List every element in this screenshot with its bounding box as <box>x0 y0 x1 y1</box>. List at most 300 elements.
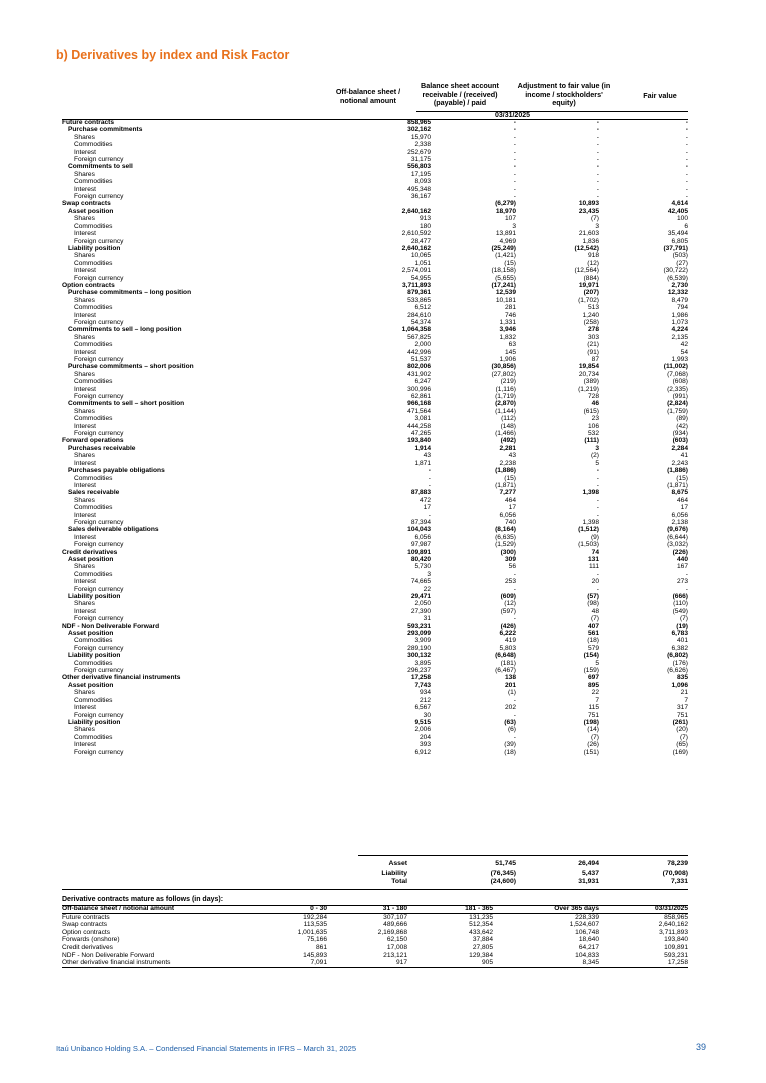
cell-2: 56 <box>508 563 516 571</box>
cell-2: (426) <box>500 622 516 630</box>
row-label: Asset position <box>68 630 114 638</box>
maturity-cell: Future contracts <box>62 913 110 921</box>
maturity-cell: 858,965 <box>664 913 688 921</box>
cell-3: - <box>596 585 599 593</box>
cell-1: 97,987 <box>410 541 431 549</box>
table-row <box>62 334 688 341</box>
row-label: Interest <box>74 422 96 430</box>
cell-1: 2,574,091 <box>401 267 431 275</box>
maturity-row <box>62 959 688 967</box>
row-label: Commodities <box>74 341 113 349</box>
maturity-cell: Forwards (onshore) <box>62 936 120 944</box>
cell-2: 1,832 <box>499 333 516 341</box>
row-label: Commodities <box>74 378 113 386</box>
cell-1: 15,970 <box>410 133 431 141</box>
cell-2: - <box>513 570 516 578</box>
cell-1: 193,840 <box>407 437 431 445</box>
cell-1: 3,711,893 <box>402 281 431 289</box>
maturity-row <box>62 952 688 960</box>
cell-3: (258) <box>583 318 599 326</box>
cell-1: 567,825 <box>407 333 431 341</box>
cell-3: 751 <box>587 711 599 719</box>
row-label: Foreign currency <box>74 156 124 164</box>
cell-1: 289,190 <box>407 644 431 652</box>
cell-2: - <box>513 585 516 593</box>
cell-3: 513 <box>587 304 599 312</box>
cell-4: (2,335) <box>667 385 688 393</box>
row-label: Commodities <box>74 474 113 482</box>
table-row <box>62 586 688 593</box>
row-label: Foreign currency <box>74 518 124 526</box>
row-label: Interest <box>74 481 96 489</box>
cell-4: - <box>685 119 688 126</box>
cell-2: - <box>513 156 516 164</box>
cell-4: (176) <box>672 659 688 667</box>
cell-1: 533,865 <box>407 296 431 304</box>
cell-2: - <box>513 163 516 171</box>
cell-2: 63 <box>508 341 516 349</box>
cell-1: 6,567 <box>414 704 431 712</box>
maturity-cell: 75,166 <box>306 936 327 944</box>
row-label: Commodities <box>74 570 113 578</box>
cell-2: - <box>513 126 516 134</box>
cell-3: 561 <box>587 630 599 638</box>
cell-3: 3 <box>595 444 599 452</box>
cell-4: (42) <box>676 422 688 430</box>
cell-2: (27,802) <box>491 370 516 378</box>
table-row <box>62 549 688 556</box>
table-row <box>62 260 688 267</box>
cell-2: - <box>513 733 516 741</box>
table-row <box>62 615 688 622</box>
cell-4: (27) <box>676 259 688 267</box>
total-row <box>62 870 688 878</box>
cell-3: (7) <box>590 215 599 223</box>
total-cell-1: (24,600) <box>490 878 516 885</box>
cell-1: 5,730 <box>414 563 431 571</box>
cell-1: 62,861 <box>410 393 431 401</box>
cell-4: 8,675 <box>671 489 688 497</box>
cell-2: (6,635) <box>495 533 516 541</box>
cell-2: (15) <box>504 259 516 267</box>
cell-4: (9,676) <box>667 526 688 534</box>
row-label: Sales receivable <box>68 489 120 497</box>
cell-1: 393 <box>419 741 431 749</box>
cell-4: 8,479 <box>671 296 688 304</box>
cell-4: (30,722) <box>663 267 688 275</box>
cell-2: (6,648) <box>495 652 516 660</box>
maturity-cell: 861 <box>315 943 327 951</box>
row-label: Asset position <box>68 555 114 563</box>
header-fair-value-adjustment: Adjustment to fair value (in income / stockholders' equity) <box>517 81 611 107</box>
cell-4: 1,986 <box>671 311 688 319</box>
cell-2: 145 <box>504 348 516 356</box>
row-label: Commodities <box>74 304 113 312</box>
cell-4: (19) <box>676 622 688 630</box>
maturity-cell: 62,150 <box>386 936 407 944</box>
cell-1: 252,679 <box>407 148 431 156</box>
maturity-table <box>62 905 688 968</box>
row-label: Shares <box>74 600 95 608</box>
total-cell-2: 26,494 <box>578 860 599 867</box>
cell-2: 107 <box>504 215 516 223</box>
cell-3: 728 <box>587 393 599 401</box>
cell-4: - <box>685 585 688 593</box>
table-row <box>62 563 688 570</box>
cell-4: 6,783 <box>671 630 688 638</box>
maturity-cell: 1,524,607 <box>569 921 599 929</box>
cell-3: - <box>596 504 599 512</box>
cell-2: 6,222 <box>499 630 516 638</box>
cell-3: 87 <box>591 356 599 363</box>
cell-3: (2) <box>590 452 599 460</box>
cell-1: 2,640,162 <box>401 207 431 215</box>
cell-1: 1,871 <box>414 459 431 467</box>
cell-4: 2,284 <box>671 444 688 452</box>
total-row <box>62 860 688 868</box>
row-label: Shares <box>74 170 95 178</box>
cell-1: 471,564 <box>407 407 431 415</box>
table-row <box>62 238 688 245</box>
cell-2: (30,856) <box>491 363 516 371</box>
row-label: Commodities <box>74 696 113 704</box>
cell-4: - <box>685 193 688 201</box>
cell-2: - <box>513 141 516 149</box>
footer-text: Itaú Unibanco Holding S.A. – Condensed Financial Statements in IFRS – March 31, 2025 <box>56 1044 357 1053</box>
cell-1: 43 <box>423 452 431 460</box>
row-label: Shares <box>74 333 95 341</box>
cell-4: 317 <box>676 704 688 712</box>
cell-3: 19,854 <box>578 363 599 371</box>
cell-1: 17,195 <box>410 170 431 178</box>
row-label: Foreign currency <box>74 644 124 652</box>
maturity-cell: 193,840 <box>664 936 688 944</box>
cell-1: 2,610,592 <box>401 230 431 238</box>
total-row <box>62 878 688 886</box>
cell-2: (2,870) <box>495 400 516 408</box>
table-row <box>62 134 688 141</box>
cell-3: (18) <box>587 637 599 645</box>
maturity-cell: 228,339 <box>575 913 599 921</box>
cell-3: (1,512) <box>578 526 599 534</box>
cell-1: 444,258 <box>407 422 431 430</box>
cell-1: 6,912 <box>414 748 431 756</box>
table-row <box>62 630 688 637</box>
cell-3: 46 <box>591 400 599 408</box>
row-label: Interest <box>74 459 96 467</box>
cell-3: - <box>596 133 599 141</box>
cell-3: (14) <box>587 726 599 734</box>
cell-4: (503) <box>672 252 688 260</box>
cell-1: 284,610 <box>407 311 431 319</box>
maturity-cell: 104,833 <box>575 951 599 959</box>
table-row <box>62 208 688 215</box>
cell-4: 1,073 <box>671 318 688 326</box>
row-label: Option contracts <box>62 281 115 289</box>
table-row <box>62 504 688 511</box>
cell-4: (169) <box>672 748 688 756</box>
table-row <box>62 637 688 644</box>
maturity-cell: 64,217 <box>578 943 599 951</box>
cell-2: (597) <box>500 607 516 615</box>
table-row <box>62 223 688 230</box>
cell-3: 5 <box>595 459 599 467</box>
maturity-cell: 489,666 <box>383 921 407 929</box>
cell-4: 167 <box>676 563 688 571</box>
cell-4: (991) <box>672 393 688 401</box>
cell-1: - <box>428 474 431 482</box>
total-cell-2: 5,437 <box>581 870 599 877</box>
table-row <box>62 371 688 378</box>
cell-3: 1,398 <box>582 489 599 497</box>
cell-3: (151) <box>583 748 599 756</box>
cell-1: 934 <box>419 689 431 697</box>
row-label: Commitments to sell <box>68 163 133 171</box>
cell-1: - <box>428 467 431 475</box>
cell-3: 23,435 <box>578 207 599 215</box>
cell-3: - <box>596 481 599 489</box>
cell-1: 80,420 <box>410 555 431 563</box>
cell-3: (1,219) <box>578 385 599 393</box>
cell-4: 751 <box>676 711 688 719</box>
maturity-cell: 905 <box>481 959 493 967</box>
cell-1: 2,338 <box>414 141 431 149</box>
cell-2: 4,969 <box>499 237 516 245</box>
maturity-cell: 37,884 <box>472 936 493 944</box>
cell-3: 532 <box>587 430 599 438</box>
maturity-cell: 593,231 <box>664 951 688 959</box>
maturity-cell: 917 <box>395 959 407 967</box>
maturity-cell: 307,107 <box>383 913 407 921</box>
cell-1: 27,390 <box>410 607 431 615</box>
cell-1: 472 <box>419 496 431 504</box>
cell-2: (18) <box>504 748 516 756</box>
maturity-header-cell: 03/31/2025 <box>654 905 688 912</box>
cell-2: 2,281 <box>499 444 516 452</box>
cell-3: 303 <box>587 333 599 341</box>
cell-1: 3 <box>427 570 431 578</box>
table-row <box>62 460 688 467</box>
total-cell-2: 31,931 <box>578 878 599 885</box>
table-row <box>62 356 688 363</box>
row-label: Shares <box>74 370 95 378</box>
table-row <box>62 319 688 326</box>
cell-2: 13,891 <box>495 230 516 238</box>
cell-3: (12) <box>587 259 599 267</box>
total-cell-3: 7,331 <box>670 878 688 885</box>
cell-2: 138 <box>504 674 516 682</box>
row-label: Interest <box>74 533 96 541</box>
cell-2: (1,144) <box>495 407 516 415</box>
cell-3: 111 <box>588 563 599 571</box>
cell-3: - <box>596 467 599 475</box>
cell-3: 697 <box>587 674 599 682</box>
cell-1: 2,050 <box>414 600 431 608</box>
cell-1: 54,374 <box>410 318 431 326</box>
cell-4: 21 <box>680 689 688 697</box>
cell-4: (549) <box>672 607 688 615</box>
row-label: Sales deliverable obligations <box>68 526 159 534</box>
table-row <box>62 712 688 719</box>
cell-3: 3 <box>595 222 599 230</box>
row-label: Shares <box>74 215 95 223</box>
total-label: Liability <box>381 870 407 877</box>
cell-1: 74,665 <box>410 578 431 586</box>
cell-2: 464 <box>504 496 516 504</box>
row-label: Asset position <box>68 207 114 215</box>
cell-2: 1,331 <box>499 318 516 326</box>
cell-4: (7) <box>679 615 688 623</box>
cell-2: (148) <box>500 422 516 430</box>
table-row <box>62 149 688 156</box>
cell-1: 296,237 <box>407 667 431 675</box>
table-row <box>62 163 688 170</box>
row-label: Foreign currency <box>74 318 124 326</box>
header-notional: Off-balance sheet / notional amount <box>335 87 401 105</box>
cell-4: (666) <box>672 593 688 600</box>
cell-4: 6,056 <box>671 511 688 519</box>
row-label: Interest <box>74 148 96 156</box>
row-label: Commodities <box>74 637 113 645</box>
cell-2: (6,467) <box>495 667 516 675</box>
cell-1: 9,515 <box>414 718 431 726</box>
cell-1: 1,064,358 <box>401 326 431 334</box>
cell-1: 36,167 <box>410 193 431 201</box>
cell-2: - <box>513 696 516 704</box>
cell-4: (6,802) <box>667 652 688 660</box>
maturity-row <box>62 944 688 952</box>
cell-3: 895 <box>587 681 599 689</box>
cell-4: - <box>685 185 688 193</box>
cell-3: (21) <box>587 341 599 349</box>
row-label: Commodities <box>74 733 113 741</box>
table-row <box>62 660 688 667</box>
cell-2: (17,241) <box>491 281 516 289</box>
cell-1: 3,081 <box>414 415 431 423</box>
table-row <box>62 178 688 185</box>
cell-3: (57) <box>587 593 599 600</box>
cell-3: (7) <box>590 615 599 623</box>
maturity-cell: Credit derivatives <box>62 943 113 951</box>
cell-3: 7 <box>595 696 599 704</box>
table-row <box>62 437 688 444</box>
cell-2: - <box>513 133 516 141</box>
total-cell-1: (76,345) <box>490 870 516 877</box>
cell-2: 43 <box>508 452 516 460</box>
maturity-header-cell: Off-balance sheet / notional amount <box>62 905 175 912</box>
row-label: Interest <box>74 578 96 586</box>
cell-2: (219) <box>500 378 516 386</box>
cell-1: 28,477 <box>410 237 431 245</box>
cell-1: 47,265 <box>410 430 431 438</box>
cell-2: 5,803 <box>499 644 516 652</box>
cell-4: 17 <box>680 504 688 512</box>
cell-1: 2,000 <box>414 341 431 349</box>
cell-2: (492) <box>500 437 516 445</box>
total-cell-1: 51,745 <box>495 860 516 867</box>
cell-4: - <box>685 156 688 164</box>
section-title: b) Derivatives by index and Risk Factor <box>56 48 290 62</box>
table-row <box>62 126 688 133</box>
cell-4: (2,824) <box>667 400 688 408</box>
cell-4: 401 <box>676 637 688 645</box>
cell-3: 278 <box>587 326 599 334</box>
cell-2: (112) <box>501 415 516 423</box>
cell-2: - <box>513 185 516 193</box>
table-row <box>62 674 688 681</box>
row-label: Forward operations <box>62 437 124 445</box>
cell-1: 966,168 <box>407 400 431 408</box>
cell-4: - <box>685 133 688 141</box>
cell-3: (884) <box>583 274 599 282</box>
cell-4: (37,791) <box>663 244 688 252</box>
cell-3: - <box>596 163 599 171</box>
cell-3: (198) <box>583 718 599 726</box>
cell-3: 579 <box>587 644 599 652</box>
row-label: Commodities <box>74 141 113 149</box>
cell-3: 22 <box>591 689 599 697</box>
cell-3: - <box>596 156 599 164</box>
cell-2: (6) <box>507 726 516 734</box>
cell-2: (18,158) <box>491 267 516 275</box>
row-label: Shares <box>74 133 95 141</box>
table-row <box>62 215 688 222</box>
cell-1: 180 <box>419 222 431 230</box>
cell-2: 419 <box>504 637 516 645</box>
row-label: NDF - Non Deliverable Forward <box>62 622 160 630</box>
table-row <box>62 141 688 148</box>
table-row <box>62 349 688 356</box>
table-row <box>62 749 688 756</box>
cell-4: 6,382 <box>671 644 688 652</box>
cell-4: 7 <box>684 696 688 704</box>
cell-4: 440 <box>676 555 688 563</box>
row-label: Interest <box>74 348 96 356</box>
cell-4: (11,002) <box>663 363 688 371</box>
maturity-cell: 17,258 <box>667 959 688 967</box>
cell-4: (89) <box>676 415 688 423</box>
maturity-cell: 8,345 <box>582 959 599 967</box>
cell-2: - <box>513 148 516 156</box>
cell-3: - <box>596 141 599 149</box>
cell-2: 2,238 <box>499 459 516 467</box>
cell-2: 201 <box>504 681 516 689</box>
cell-4: (20) <box>676 726 688 734</box>
cell-3: (1,503) <box>578 541 599 549</box>
cell-4: 794 <box>676 304 688 312</box>
header-balance-sheet: Balance sheet account receivable / (received) (payable) / paid <box>421 81 499 107</box>
cell-1: 6,056 <box>414 533 431 541</box>
row-label: Interest <box>74 185 96 193</box>
table-row <box>62 512 688 519</box>
derivatives-table <box>62 119 688 756</box>
cell-1: 30 <box>423 711 431 719</box>
table-row <box>62 571 688 578</box>
cell-2: (1) <box>507 689 516 697</box>
cell-4: (261) <box>672 718 688 726</box>
row-label: Purchase commitments <box>68 126 143 134</box>
cell-3: (12,542) <box>574 244 599 252</box>
cell-1: 17,258 <box>410 674 431 682</box>
row-label: Foreign currency <box>74 667 124 675</box>
cell-2: - <box>513 170 516 178</box>
cell-1: 293,099 <box>407 630 431 638</box>
cell-3: - <box>596 496 599 504</box>
cell-2: 10,181 <box>495 296 516 304</box>
cell-4: - <box>685 163 688 171</box>
table-row <box>62 193 688 200</box>
cell-4: (15) <box>676 474 688 482</box>
